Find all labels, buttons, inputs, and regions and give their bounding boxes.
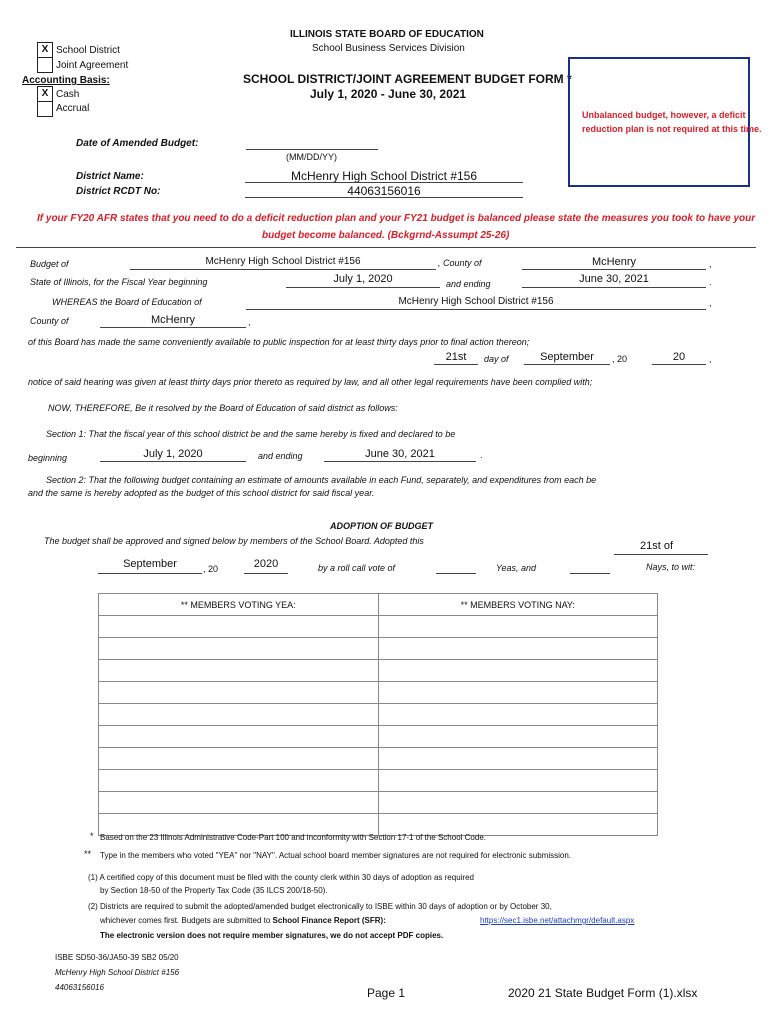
hearing-year-underline xyxy=(652,364,706,365)
district-name-label: District Name: xyxy=(76,171,144,182)
yea-cell[interactable] xyxy=(99,726,379,748)
footnote-dstar-text: Type in the members who voted "YEA" nor "NAY". Actual school board member signatures are not required for electronic submission. xyxy=(100,851,571,860)
budget-of-label: Budget of xyxy=(30,259,69,269)
whereas-value[interactable]: McHenry High School District #156 xyxy=(398,296,554,307)
voting-table-row xyxy=(99,726,658,748)
voting-table-row xyxy=(99,748,658,770)
county-value[interactable]: McHenry xyxy=(591,256,636,268)
voting-table-row xyxy=(99,682,658,704)
county2-value[interactable]: McHenry xyxy=(150,314,195,326)
voting-table xyxy=(98,593,658,836)
yea-cell[interactable] xyxy=(99,792,379,814)
hearing-month-underline xyxy=(524,364,610,365)
section1-ending-label: and ending xyxy=(258,451,303,461)
nay-cell[interactable] xyxy=(378,792,658,814)
joint-agreement-checkbox[interactable] xyxy=(37,57,53,73)
footnote-star-text: Based on the 23 Illinois Administrative Code-Part 100 and inconformity with Section 17-1 of the School Code. xyxy=(100,833,486,842)
division-title: School Business Services Division xyxy=(312,43,465,54)
made-available-text: of this Board has made the same conveniently available to public inspection for at least thirty days prior to final action thereon; xyxy=(28,337,530,347)
joint-agreement-label: Joint Agreement xyxy=(56,60,129,71)
yeas-count-field xyxy=(436,573,476,574)
school-district-checkbox[interactable]: X xyxy=(37,42,53,58)
budget-of-value[interactable]: McHenry High School District #156 xyxy=(205,256,361,267)
now-therefore-text: NOW, THEREFORE, Be it resolved by the Board of Education of said district as follows: xyxy=(48,403,398,413)
file-name: 2020 21 State Budget Form (1).xlsx xyxy=(508,986,698,1000)
budget-of-underline xyxy=(130,269,436,270)
form-code: ISBE SD50-36/JA50-39 SB2 05/20 xyxy=(55,953,179,962)
rcdt-underline xyxy=(245,197,523,198)
voting-table-row xyxy=(99,770,658,792)
hearing-day-underline xyxy=(434,364,478,365)
nay-cell[interactable] xyxy=(378,616,658,638)
form-period: July 1, 2020 - June 30, 2021 xyxy=(310,87,467,101)
yea-cell[interactable] xyxy=(99,638,379,660)
footnote-star-mark: * xyxy=(90,831,94,841)
yea-cell[interactable] xyxy=(99,616,379,638)
footer-district: McHenry High School District #156 xyxy=(55,968,180,977)
adoption-title: ADOPTION OF BUDGET xyxy=(330,521,433,531)
county2-underline xyxy=(100,327,246,328)
date-format-hint: (MM/DD/YY) xyxy=(286,152,337,162)
yea-cell[interactable] xyxy=(99,704,379,726)
nay-cell[interactable] xyxy=(378,638,658,660)
footnote-2-line1: (2) Districts are required to submit the adopted/amended budget electronically to ISBE within 30 days of adoption or by October 30, xyxy=(88,902,552,911)
county-underline xyxy=(522,269,706,270)
balanced-status-line2: reduction plan is not required at this time. xyxy=(582,124,762,134)
section1-text: Section 1: That the fiscal year of this school district be and the same hereby is fixed and declared to be xyxy=(46,429,456,439)
fiscal-year-label: State of Illinois, for the Fiscal Year beginning xyxy=(30,277,208,287)
balanced-status-line1: Unbalanced budget, however, a deficit xyxy=(582,110,746,120)
adoption-month-underline xyxy=(98,573,202,574)
nay-cell[interactable] xyxy=(378,748,658,770)
beginning-label: beginning xyxy=(28,453,68,463)
district-name-underline xyxy=(245,182,523,183)
county-of2-label: County of xyxy=(30,316,69,326)
fiscal-end-value[interactable]: June 30, 2021 xyxy=(579,273,649,285)
comma-2: , xyxy=(709,298,712,308)
section-divider xyxy=(16,247,756,248)
nay-header: ** MEMBERS VOTING NAY: xyxy=(378,594,658,616)
nays-label: Nays, to wit: xyxy=(646,562,696,572)
voting-table-row xyxy=(99,660,658,682)
hearing-year-prefix: , 20 xyxy=(612,354,628,364)
section1-end-underline xyxy=(324,461,476,462)
adoption-day-underline xyxy=(614,554,708,555)
period-2: . xyxy=(480,450,483,460)
accrual-checkbox[interactable] xyxy=(37,101,53,117)
voting-table-row xyxy=(99,792,658,814)
nay-cell[interactable] xyxy=(378,682,658,704)
footnote-1-line2: by Section 18-50 of the Property Tax Code (35 ILCS 200/18-50). xyxy=(100,886,328,895)
deficit-notice-line1: If your FY20 AFR states that you need to do a deficit reduction plan and your FY21 budget is balanced please state the measures you took to have your xyxy=(37,213,756,224)
fiscal-begin-value[interactable]: July 1, 2020 xyxy=(333,273,393,285)
cash-checkbox[interactable]: X xyxy=(37,86,53,102)
yeas-label: Yeas, and xyxy=(496,563,537,573)
roll-call-label: by a roll call vote of xyxy=(318,563,396,573)
voting-table-row xyxy=(99,616,658,638)
hearing-day-value[interactable]: 21st xyxy=(445,351,467,363)
deficit-notice-line2: budget become balanced. (Bckgrnd-Assumpt 25-26) xyxy=(262,230,510,241)
section1-end-value[interactable]: June 30, 2021 xyxy=(365,448,435,460)
yea-cell[interactable] xyxy=(99,682,379,704)
accrual-label: Accrual xyxy=(56,103,90,114)
adoption-year-underline xyxy=(244,573,288,574)
comma-1: , xyxy=(709,259,712,269)
footnote-2-line2-text: whichever comes first. Budgets are submitted to xyxy=(100,916,273,925)
nays-count-field xyxy=(570,573,610,574)
hearing-month-value[interactable]: September xyxy=(540,351,594,363)
section1-begin-underline xyxy=(100,461,246,462)
sfr-label: School Finance Report (SFR): xyxy=(272,916,386,925)
section1-begin-value[interactable]: July 1, 2020 xyxy=(143,448,203,460)
sfr-link[interactable]: https://sec1.isbe.net/attachmgr/default.aspx xyxy=(480,916,635,925)
cash-label: Cash xyxy=(56,89,80,100)
district-name-value[interactable]: McHenry High School District #156 xyxy=(290,169,478,183)
adoption-day-value[interactable]: 21st of xyxy=(640,540,674,552)
nay-cell[interactable] xyxy=(378,726,658,748)
whereas-label: WHEREAS the Board of Education of xyxy=(52,297,202,307)
yea-cell[interactable] xyxy=(99,770,379,792)
rcdt-label: District RCDT No: xyxy=(76,186,161,197)
adoption-month-value[interactable]: September xyxy=(123,558,177,570)
amended-date-field[interactable] xyxy=(246,149,378,150)
adoption-year-prefix: , 20 xyxy=(203,564,219,574)
comma-3: , xyxy=(248,317,251,327)
form-title: SCHOOL DISTRICT/JOINT AGREEMENT BUDGET FORM * xyxy=(243,72,572,86)
footnote-1-line1: (1) A certified copy of this document must be filed with the county clerk within 30 days of adoption as required xyxy=(88,873,474,882)
rcdt-value[interactable]: 44063156016 xyxy=(347,184,421,198)
and-ending-label: and ending xyxy=(446,279,491,289)
section2-line1: Section 2: That the following budget containing an estimate of amounts available in each Fund, separately, and expenditures from each be xyxy=(46,475,597,485)
amended-date-label: Date of Amended Budget: xyxy=(76,138,199,149)
school-district-label: School District xyxy=(56,45,120,56)
footnote-dstar-mark: ** xyxy=(84,849,92,859)
nay-cell[interactable] xyxy=(378,660,658,682)
voting-table-header-row xyxy=(99,594,658,616)
yea-cell[interactable] xyxy=(99,748,379,770)
voting-table-row xyxy=(99,638,658,660)
adoption-text: The budget shall be approved and signed below by members of the School Board. Adopted this xyxy=(44,536,424,546)
agency-title: ILLINOIS STATE BOARD OF EDUCATION xyxy=(290,29,484,40)
nay-cell[interactable] xyxy=(378,770,658,792)
nay-cell[interactable] xyxy=(378,704,658,726)
footnote-2-line2 xyxy=(100,916,386,925)
comma-4: , xyxy=(709,354,712,364)
yea-cell[interactable] xyxy=(99,660,379,682)
balanced-status-box xyxy=(568,57,750,187)
day-of-label: day of xyxy=(484,354,509,364)
period-1: . xyxy=(709,277,712,287)
county-of-label: , County of xyxy=(438,258,482,268)
whereas-underline xyxy=(246,309,706,310)
footer-rcdt: 44063156016 xyxy=(55,983,104,992)
page-number: Page 1 xyxy=(367,986,406,1000)
section2-line2: and the same is hereby adopted as the budget of this school district for said fiscal year. xyxy=(28,488,375,498)
notice-text: notice of said hearing was given at least thirty days prior thereto as required by law, and all other legal requirements have been complied with; xyxy=(28,377,593,387)
fiscal-begin-underline xyxy=(286,287,440,288)
adoption-year-value[interactable]: 2020 xyxy=(253,558,279,570)
yea-header: ** MEMBERS VOTING YEA: xyxy=(99,594,379,616)
accounting-basis-label: Accounting Basis: xyxy=(22,75,110,86)
footnote-2-line3: The electronic version does not require member signatures, we do not accept PDF copies. xyxy=(100,931,444,940)
hearing-year-value[interactable]: 20 xyxy=(672,351,686,363)
fiscal-end-underline xyxy=(522,287,706,288)
voting-table-row xyxy=(99,704,658,726)
